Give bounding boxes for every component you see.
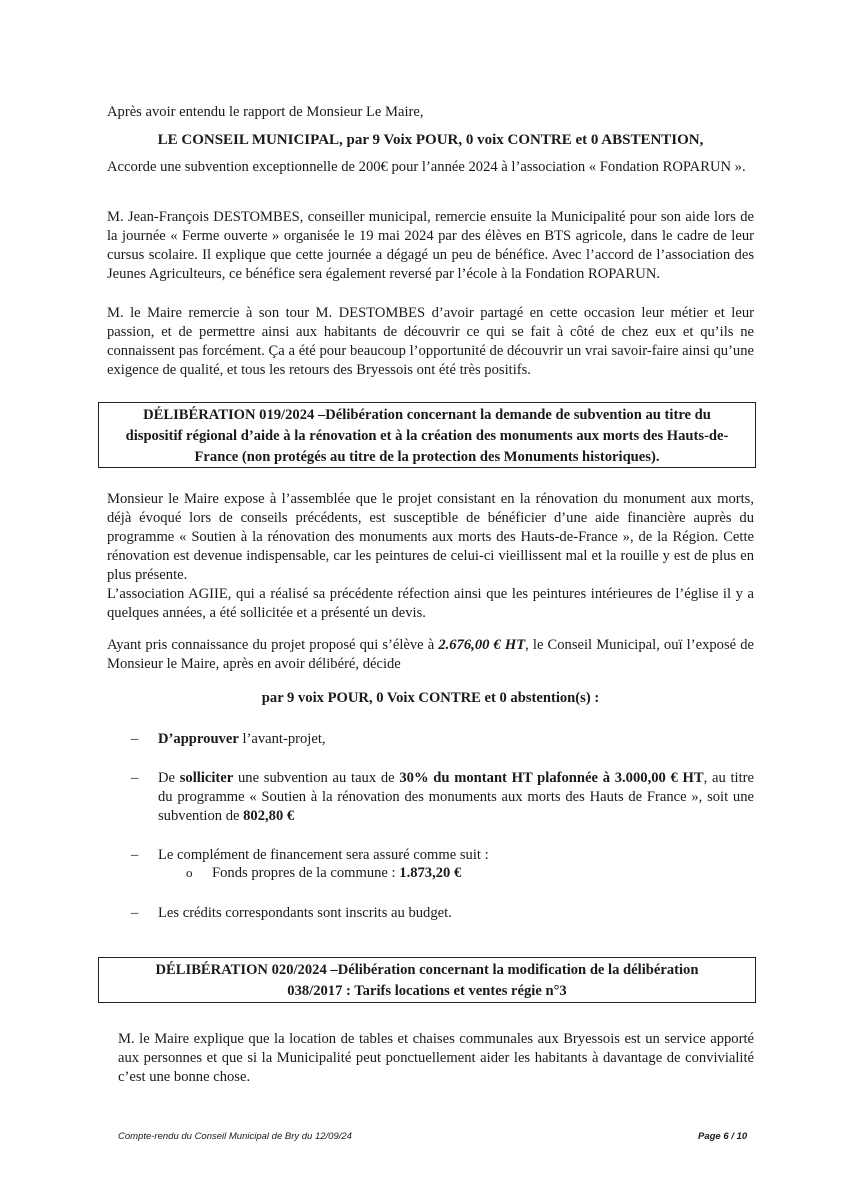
intro-vote-line: LE CONSEIL MUNICIPAL, par 9 Voix POUR, 0 voix CONTRE et 0 ABSTENTION, <box>157 132 704 148</box>
list-item-financing: Le complément de financement sera assuré comme suit : <box>158 847 489 863</box>
delib019-expose: Monsieur le Maire expose à l’assemblée que le projet consistant en la rénovation du monument aux morts, déjà évoqué lors de conseils précédents, est susceptible de bénéficier d’une aide financière auprès du programme « Soutien à la rénovation des monuments aux morts des Hauts-de-France », de la Région. Cette rénovation est devenue indispensable, car les peintures de celui-ci vieillissent mal et la rouille y est de plus en plus présente. <box>107 491 754 583</box>
intro-decision: Accorde une subvention exceptionnelle de 200€ pour l’année 2024 à l’association « Fondation ROPARUN ». <box>107 159 746 175</box>
destombes-paragraph: M. Jean-François DESTOMBES, conseiller municipal, remercie ensuite la Municipalité pour son aide lors de la journée « Ferme ouverte » organisée le 19 mai 2024 par des élèves en BTS agricole, dans le cadre de leur cursus scolaire. Il explique que cette journée a dégagé un peu de bénéfice. Avec l’accord de l’association des Jeunes Agriculteurs, ce bénéfice sera également reversé par l’école à la Fondation ROPARUN. <box>107 209 754 282</box>
delib019-agiie: L’association AGIIE, qui a réalisé sa précédente réfection ainsi que les peintures intérieures de l’église il y a quelques années, a été sollicitée et a présenté un devis. <box>107 586 754 621</box>
intro-line: Après avoir entendu le rapport de Monsieur Le Maire, <box>107 104 424 120</box>
list-item-approve: D’approuver l’avant-projet, <box>158 731 326 747</box>
footer-title: Compte-rendu du Conseil Municipal de Bry du 12/09/24 <box>118 1131 352 1142</box>
list-item-budget: Les crédits correspondants sont inscrits au budget. <box>158 905 452 921</box>
subsidy-amount: 802,80 € <box>243 808 295 824</box>
sub-bullet-icon: o <box>186 865 193 880</box>
deliberation-020-title-box <box>98 957 756 1003</box>
maire-thanks-paragraph: M. le Maire remercie à son tour M. DESTOMBES d’avoir partagé en cette occasion leur métier et leur passion, et de permettre ainsi aux habitants de découvrir ce qui se fait à côté de chez eux et qu’ils ne connaissent pas forcément. Ça a été pour beaucoup l’opportunité de découvrir un vrai savoir-faire ainsi qu’une exigence de qualité, et tous les retours des Bryessois ont été très positifs. <box>107 305 754 378</box>
delib020-text: M. le Maire explique que la location de tables et chaises communales aux Bryessois est un service apporté aux personnes et que si la Municipalité peut ponctuellement aider les habitants à davantage de convivialité c’est une bonne chose. <box>118 1031 754 1085</box>
list-dash: – <box>131 847 139 863</box>
list-dash: – <box>131 731 139 747</box>
deliberation-019-title: DÉLIBÉRATION 019/2024 –Délibération concernant la demande de subvention au titre du dispositif régional d’aide à la rénovation et à la création des monuments aux morts des Hauts-de-France (non protégés au titre de la protection des Monuments historiques). <box>125 407 729 465</box>
list-dash: – <box>131 905 139 921</box>
deliberation-020-title-line2: 038/2017 : Tarifs locations et ventes régie n°3 <box>287 983 567 999</box>
delib019-cost-paragraph: Ayant pris connaissance du projet proposé qui s’élève à 2.676,00 € HT, le Conseil Municipal, ouï l’exposé de Monsieur le Maire, après en avoir délibéré, décide <box>107 637 754 672</box>
list-dash: – <box>131 770 139 786</box>
sub-item-own-funds: Fonds propres de la commune : 1.873,20 € <box>212 865 462 881</box>
deliberation-019-title-box <box>98 402 756 468</box>
page-number: Page 6 / 10 <box>698 1131 748 1142</box>
list-item-subsidy: De solliciter une subvention au taux de 30% du montant HT plafonnée à 3.000,00 € HT, au titre du programme « Soutien à la rénovation des monuments aux morts des Hauts de France », soit une subvention de 802,80 € <box>158 770 755 824</box>
project-cost-amount: 2.676,00 € HT <box>438 637 526 653</box>
deliberation-020-title-line1: DÉLIBÉRATION 020/2024 –Délibération concernant la modification de la délibération <box>155 962 699 978</box>
delib019-vote-line: par 9 voix POUR, 0 Voix CONTRE et 0 abstention(s) : <box>261 690 600 706</box>
